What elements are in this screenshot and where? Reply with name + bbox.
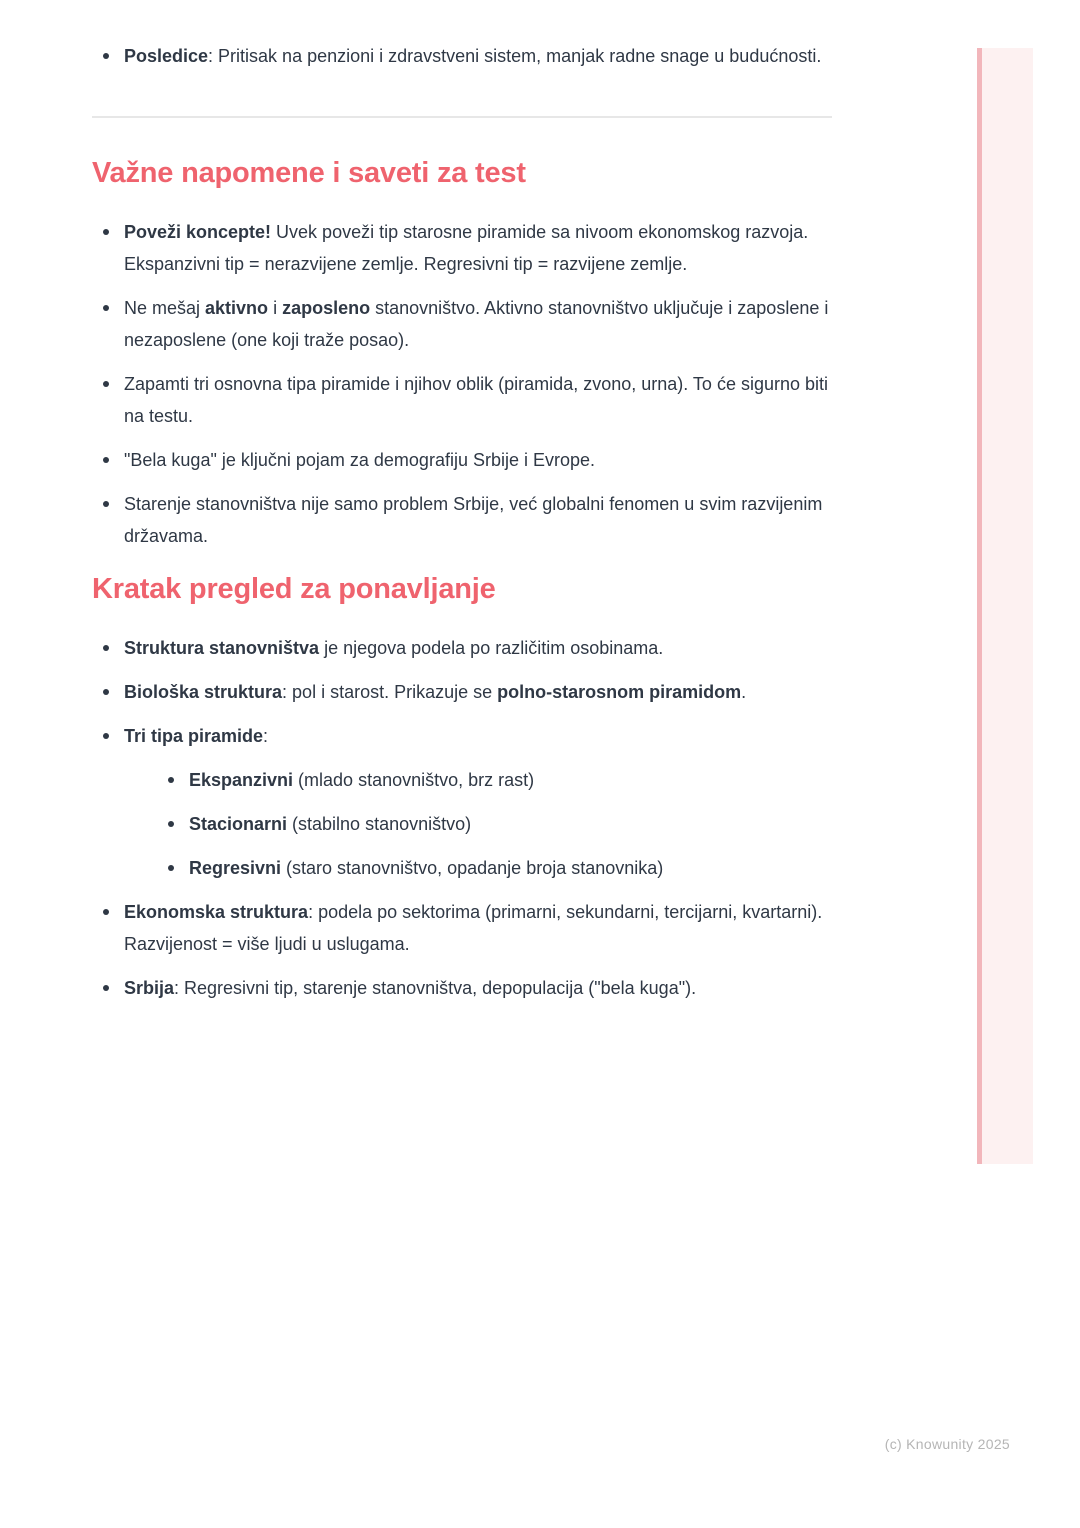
bullet-text-bold: polno-starosnom piramidom: [497, 682, 742, 702]
intro-bullet-list: [92, 40, 832, 72]
bullet-text: Zapamti tri osnovna tipa piramide i njihov oblik (piramida, zvono, urna). To će sigurno biti na testu.: [124, 374, 829, 426]
bullet-text: : Regresivni tip, starenje stanovništva, depopulacija ("bela kuga").: [174, 978, 697, 998]
list-item: [92, 292, 832, 356]
bullet-text-bold: zaposleno: [282, 298, 371, 318]
list-item: [92, 40, 832, 72]
pregled-bullet-list: [92, 632, 832, 1004]
bullet-text: Starenje stanovništva nije samo problem Srbije, već globalni fenomen u svim razvijenim državama.: [124, 494, 823, 546]
bullet-text-bold: aktivno: [205, 298, 269, 318]
bullet-text: je njegova podela po različitim osobinama.: [319, 638, 664, 658]
bullet-text: .: [741, 682, 747, 702]
bullet-text: : Pritisak na penzioni i zdravstveni sistem, manjak radne snage u budućnosti.: [208, 46, 822, 66]
napomene-bullet-list: [92, 216, 832, 552]
section-divider: [92, 116, 832, 118]
bullet-text: : pol i starost. Prikazuje se: [282, 682, 498, 702]
list-item: [92, 488, 832, 552]
bullet-text: Uvek poveži tip starosne piramide sa nivoom ekonomskog razvoja. Ekspanzivni tip = nerazvijene zemlje. Regresivni tip = razvijene zemlje.: [124, 222, 809, 274]
page-edge-accent-bar: [977, 48, 1033, 1164]
bullet-text: "Bela kuga" je ključni pojam za demografiju Srbije i Evrope.: [124, 450, 596, 470]
bullet-text: Ne mešaj: [124, 298, 206, 318]
bullet-text-bold: Ekspanzivni: [189, 770, 294, 790]
sub-list-item: [157, 808, 832, 840]
list-item: [92, 676, 832, 708]
bullet-text-bold: Struktura stanovništva: [124, 638, 320, 658]
list-item: [92, 972, 832, 1004]
bullet-text-bold: Tri tipa piramide: [124, 726, 264, 746]
copyright-notice: (c) Knowunity 2025: [884, 1436, 1010, 1452]
bullet-text: i: [268, 298, 283, 318]
bullet-text-bold: Srbija: [124, 978, 175, 998]
list-item: [92, 632, 832, 664]
sub-list-item: [157, 764, 832, 796]
bullet-text: (mlado stanovništvo, brz rast): [293, 770, 535, 790]
bullet-text-bold: Posledice: [124, 46, 209, 66]
list-item: [92, 720, 832, 884]
sub-list-item: [157, 852, 832, 884]
section-title-kratak-pregled: Kratak pregled za ponavljanje: [92, 573, 496, 605]
bullet-text: : podela po sektorima (primarni, sekundarni, tercijarni, kvartarni). Razvijenost = više ljudi u uslugama.: [124, 902, 823, 954]
bullet-text: stanovništvo. Aktivno stanovništvo uključuje i zaposlene i nezaposlene (one koji traže posao).: [124, 298, 829, 350]
bullet-text-bold: Stacionarni: [189, 814, 288, 834]
bullet-text: (staro stanovništvo, opadanje broja stanovnika): [281, 858, 664, 878]
bullet-text-bold: Ekonomska struktura: [124, 902, 309, 922]
section-title-vazne-napomene: Važne napomene i saveti za test: [92, 157, 526, 189]
list-item: [92, 896, 832, 960]
bullet-text-bold: Regresivni: [189, 858, 282, 878]
sub-list: [124, 764, 832, 884]
list-item: [92, 444, 832, 476]
list-item: [92, 216, 832, 280]
bullet-text: :: [263, 726, 269, 746]
list-item: [92, 368, 832, 432]
bullet-text: (stabilno stanovništvo): [287, 814, 472, 834]
document-content: [92, 40, 832, 1004]
bullet-text-bold: Poveži koncepte!: [124, 222, 272, 242]
bullet-text-bold: Biološka struktura: [124, 682, 283, 702]
